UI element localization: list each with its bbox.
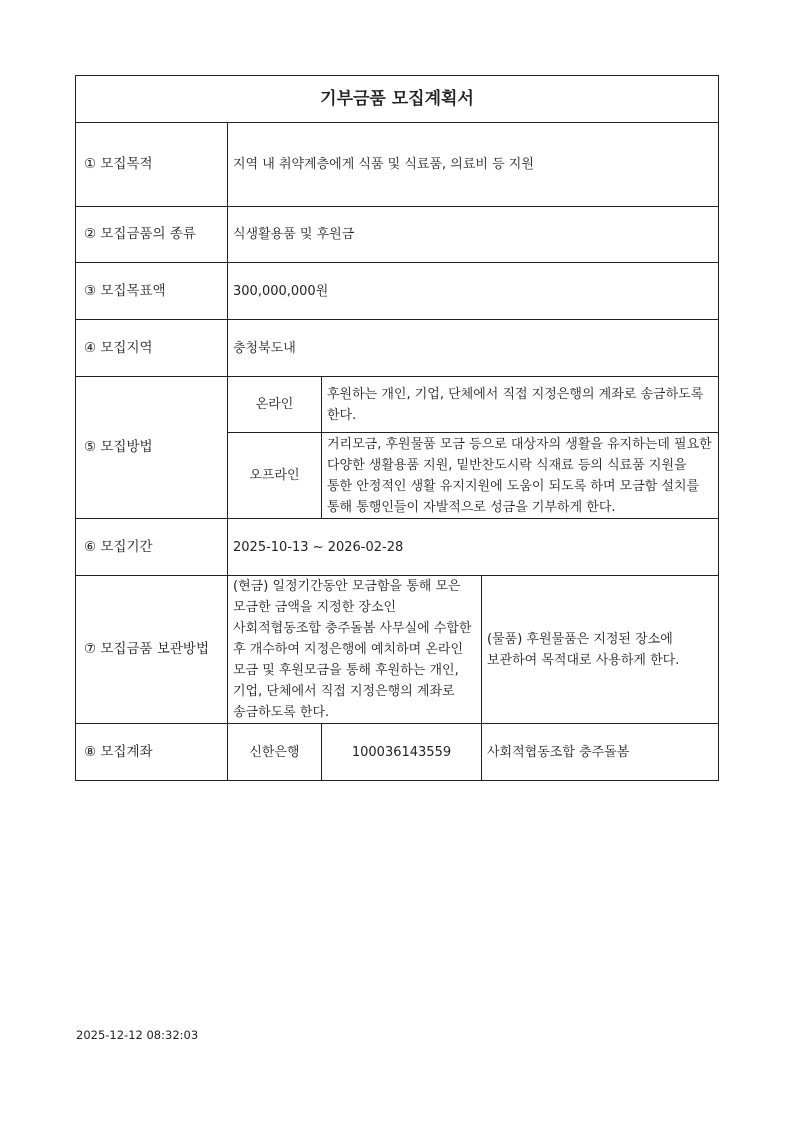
purpose-label: ① 모집목적 [76, 123, 228, 207]
storage-goods-text: (물품) 후원물품은 지정된 장소에 보관하여 목적대로 사용하게 한다. [482, 576, 719, 724]
target-amount-label: ③ 모집목표액 [76, 263, 228, 320]
region-label: ④ 모집지역 [76, 320, 228, 377]
account-number: 100036143559 [322, 724, 482, 781]
storage-cash-text: (현금) 일정기간동안 모금함을 통해 모은 모금한 금액을 지정한 장소인 사회적협동조합 충주돌봄 사무실에 수합한 후 개수하여 지정은행에 예치하며 온라인 모금 및 후원모금을 통해 후원하는 개인, 기업, 단체에서 직접 지정은행의 계좌로 송금하도록 한다. [228, 576, 482, 724]
item-type-value: 식생활용품 및 후원금 [228, 207, 719, 263]
item-type-label: ② 모집금품의 종류 [76, 207, 228, 263]
online-label: 온라인 [228, 377, 322, 433]
method-label: ⑤ 모집방법 [76, 377, 228, 519]
period-label: ⑥ 모집기간 [76, 519, 228, 576]
offline-label: 오프라인 [228, 433, 322, 519]
plan-table [75, 75, 719, 781]
purpose-value: 지역 내 취약계층에게 식품 및 식료품, 의료비 등 지원 [228, 123, 719, 207]
online-text: 후원하는 개인, 기업, 단체에서 직접 지정은행의 계좌로 송금하도록 한다. [322, 377, 719, 433]
offline-text: 거리모금, 후원물품 모금 등으로 대상자의 생활을 유지하는데 필요한 다양한 생활용품 지원, 밑반찬도시락 식재료 등의 식료품 지원을 통한 안정적인 생활 유지지원에 도움이 되도록 하며 모금함 설치를 통해 통행인들이 자발적으로 성금을 기부하게 한다. [322, 433, 719, 519]
target-amount-value: 300,000,000원 [228, 263, 719, 320]
account-label: ⑧ 모집계좌 [76, 724, 228, 781]
storage-label: ⑦ 모집금품 보관방법 [76, 576, 228, 724]
account-bank: 신한은행 [228, 724, 322, 781]
period-value: 2025-10-13 ~ 2026-02-28 [228, 519, 719, 576]
region-value: 충청북도내 [228, 320, 719, 377]
print-timestamp: 2025-12-12 08:32:03 [76, 1028, 199, 1042]
account-holder: 사회적협동조합 충주돌봄 [482, 724, 719, 781]
document-title: 기부금품 모집계획서 [76, 76, 719, 123]
